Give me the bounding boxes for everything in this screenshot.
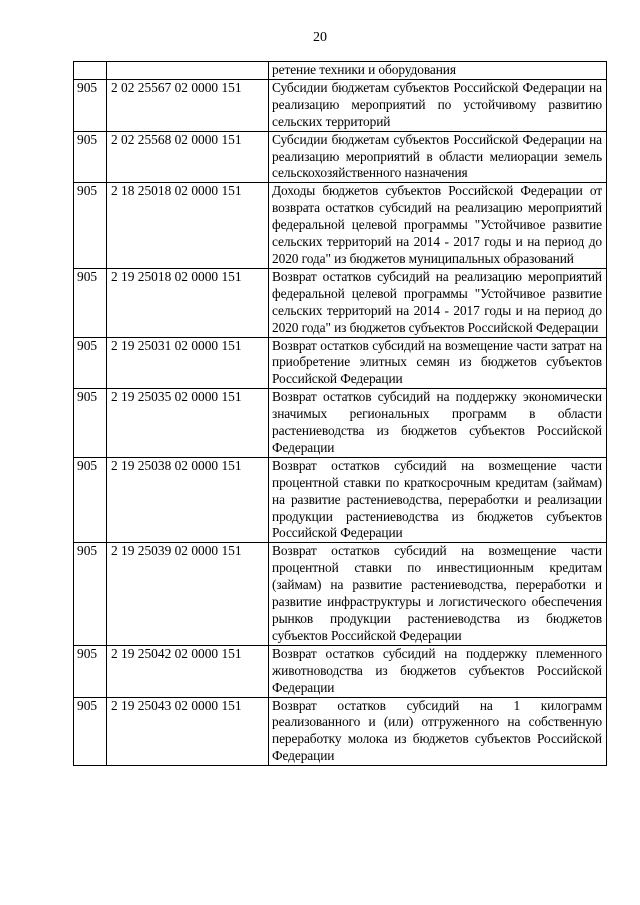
admin-code-cell: 905 [74,183,107,269]
description-cell: Возврат остатков субсидий на поддержку племенного животноводства из бюджетов субъектов Российской Федерации [269,645,607,697]
budget-code-cell: 2 19 25035 02 0000 151 [107,389,269,458]
table-row [74,457,607,543]
table-row [74,389,607,458]
admin-code-cell: 905 [74,79,107,131]
table-row-continuation [74,62,607,80]
description-cell: Возврат остатков субсидий на возмещение части затрат на приобретение элитных семян из бюджетов субъектов Российской Федерации [269,337,607,389]
admin-code-cell: 905 [74,543,107,645]
budget-code-cell: 2 18 25018 02 0000 151 [107,183,269,269]
table-row [74,79,607,131]
table-row [74,131,607,183]
table-row [74,645,607,697]
table-body [74,62,607,766]
budget-code-cell: 2 19 25043 02 0000 151 [107,697,269,766]
description-cell: Возврат остатков субсидий на 1 килограмм реализованного и (или) отгруженного на собственную переработку молока из бюджетов субъектов Российской Федерации [269,697,607,766]
table-row [74,337,607,389]
admin-code-cell: 905 [74,268,107,337]
budget-code-cell: 2 19 25042 02 0000 151 [107,645,269,697]
admin-code-cell [74,62,107,80]
admin-code-cell: 905 [74,389,107,458]
budget-code-cell: 2 02 25568 02 0000 151 [107,131,269,183]
description-cell: ретение техники и оборудования [269,62,607,80]
description-cell: Доходы бюджетов субъектов Российской Федерации от возврата остатков субсидий на реализацию мероприятий федеральной целевой программы "Устойчивое развитие сельских территорий на 2014 - 2017 годы и на период до 2020 года" из бюджетов муниципальных образований [269,183,607,269]
budget-code-cell: 2 19 25038 02 0000 151 [107,457,269,543]
admin-code-cell: 905 [74,131,107,183]
budget-code-cell: 2 19 25039 02 0000 151 [107,543,269,645]
admin-code-cell: 905 [74,457,107,543]
budget-code-cell: 2 02 25567 02 0000 151 [107,79,269,131]
admin-code-cell: 905 [74,697,107,766]
table-row [74,543,607,645]
page-number: 20 [313,30,327,45]
budget-code-cell: 2 19 25031 02 0000 151 [107,337,269,389]
admin-code-cell: 905 [74,337,107,389]
description-cell: Субсидии бюджетам субъектов Российской Федерации на реализацию мероприятий по устойчивому развитию сельских территорий [269,79,607,131]
table-row [74,697,607,766]
budget-code-cell: 2 19 25018 02 0000 151 [107,268,269,337]
admin-code-cell: 905 [74,645,107,697]
description-cell: Возврат остатков субсидий на поддержку экономически значимых региональных программ в области растениеводства из бюджетов субъектов Российской Федерации [269,389,607,458]
table-row [74,268,607,337]
description-cell: Возврат остатков субсидий на возмещение части процентной ставки по краткосрочным кредитам (займам) на развитие растениеводства, переработки и реализации продукции растениеводства из бюджетов субъектов Российской Федерации [269,457,607,543]
revenue-codes-table [73,61,607,766]
description-cell: Возврат остатков субсидий на возмещение части процентной ставки по инвестиционным кредитам (займам) на развитие растениеводства, переработки и развитие инфраструктуры и логистического обеспечения рынков продукции растениеводства из бюджетов субъектов Российской Федерации [269,543,607,645]
budget-code-cell [107,62,269,80]
description-cell: Возврат остатков субсидий на реализацию мероприятий федеральной целевой программы "Устойчивое развитие сельских территорий на 2014 - 2017 годы и на период до 2020 года" из бюджетов субъектов Российской Федерации [269,268,607,337]
table-row [74,183,607,269]
description-cell: Субсидии бюджетам субъектов Российской Федерации на реализацию мероприятий в области мелиорации земель сельскохозяйственного назначения [269,131,607,183]
